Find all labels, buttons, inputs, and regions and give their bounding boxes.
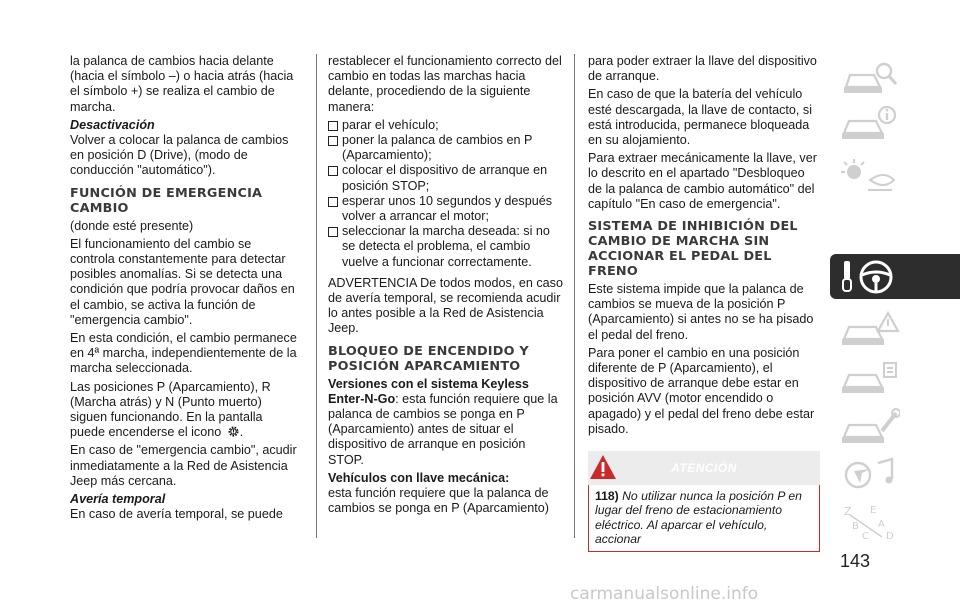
paragraph-end: . [239,425,244,440]
sidebar-tab-car-wrench[interactable] [830,404,960,449]
paragraph: En esta condición, el cambio permanece en 4ª marcha, independientemente de la marcha seleccionada. [70,331,297,376]
list-item-text: esperar unos 10 segundos y después volver a arrancar el motor; [342,193,553,224]
attention-number: 118) [595,489,619,504]
svg-text:D: D [886,531,894,542]
list-item [328,118,564,133]
sidebar-tab-key-steering-wheel[interactable] [830,254,960,299]
list-item-text: parar el vehículo; [342,117,439,132]
sidebar-tab-car-warning[interactable] [830,306,960,351]
list-item [328,224,564,270]
paragraph-text: : esta función requiere que la palanca de cambios se ponga en P (Aparcamiento) antes de situar el dispositivo de arranque en posición STOP. [328,391,558,467]
key-steering-wheel-icon [840,257,900,297]
checkbox-bullet-icon [328,227,338,237]
svg-text:Z: Z [844,505,852,518]
subheading-desactivacion: Desactivación [70,117,155,132]
list-item [328,133,564,163]
sidebar-tab-dashboard-lights[interactable] [830,155,960,200]
column-2 [328,54,564,519]
sidebar-tab-multimedia[interactable] [830,450,960,495]
paragraph: El funcionamiento del cambio se controla constantemente para detectar posibles anomalías. Si se detecta una condición que podría provocar daños en el cambio, se activa la función de "emergencia cambio". [70,236,295,327]
svg-text:B: B [852,521,859,532]
paragraph: (donde esté presente) [70,218,194,233]
section-heading-emergencia-cambio: FUNCIÓN DE EMERGENCIA CAMBIO [70,185,263,216]
attention-header [588,451,820,485]
page-number: 143 [840,551,871,571]
paragraph: Volver a colocar la palanca de cambios en posición D (Drive), (modo de conducción "automático"). [70,133,289,178]
subheading-averia-temporal: Avería temporal [70,492,166,507]
column-divider [316,54,317,538]
attention-body [588,485,820,552]
paragraph: restablecer el funcionamiento correcto del cambio en todas las marchas hacia delante, procediendo de la siguiente manera: [328,54,562,114]
checkbox-bullet-icon [328,121,338,131]
car-info-icon [840,103,900,143]
paragraph: Para extraer mecánicamente la llave, ver lo descrito en el apartado "Desbloqueo de la palanca de cambio automático" del capítulo "En caso de emergencia". [588,151,817,211]
column-3 [588,54,820,552]
dashboard-lights-icon [840,158,900,198]
index-icon [840,503,900,543]
attention-text: No utilizar nunca la posición P en lugar del freno de estacionamiento eléctrico. Al aparcar el vehículo, accionar [595,489,802,547]
car-service-icon [840,357,900,397]
list-item-text: seleccionar la marcha deseada: si no se detecta el problema, el cambio vuelve a funcionar correctamente. [342,224,550,269]
svg-text:C: C [862,531,869,542]
attention-title: ATENCIÓN [671,461,737,476]
car-wrench-icon [840,407,900,447]
warning-paragraph: ADVERTENCIA De todos modos, en caso de avería temporal, se recomienda acudir lo antes posible a la Red de Asistencia Jeep. [328,275,563,336]
list-item [328,163,564,193]
paragraph: esta función requiere que la palanca de cambios se ponga en P (Aparcamiento) [328,486,549,516]
paragraph [70,380,298,441]
sidebar-tab-car-search[interactable] [830,54,960,99]
paragraph: para poder extraer la llave del dispositivo de arranque. [588,54,817,84]
multimedia-icon [840,453,900,493]
gear-warning-icon [227,425,240,438]
checkbox-bullet-icon [328,136,338,146]
attention-box [588,451,820,552]
footer-watermark: carmanualsonline.info [570,584,759,604]
checkbox-bullet-icon [328,197,338,207]
column-1 [70,54,298,525]
car-warning-icon [840,309,900,349]
lead-llave-mecanica: Vehículos con llave mecánica: [328,470,510,485]
checkbox-bullet-icon [328,166,338,176]
lead-keyless: Versiones con el sistema Keyless Enter-N-Go [328,376,529,406]
column-divider [574,54,575,538]
list-item-text: poner la palanca de cambios en P (Aparcamiento); [342,133,533,163]
list-item [328,194,564,224]
paragraph: Este sistema impide que la palanca de cambios se mueva de la posición P (Aparcamiento) si antes no se ha pisado el pedal del freno. [588,282,814,342]
paragraph [328,377,564,468]
svg-text:A: A [878,519,885,530]
list-item-text: colocar el dispositivo de arranque en posición STOP; [342,163,548,193]
sidebar-tab-index[interactable] [830,500,960,545]
sidebar-tab-car-service[interactable] [830,354,960,399]
paragraph: En caso de que la batería del vehículo esté descargada, la llave de contacto, si está introducida, permanece bloqueada en su alojamiento. [588,87,813,148]
paragraph-text: Las posiciones P (Aparcamiento), R (Marcha atrás) y N (Punto muerto) siguen funcionando. En la pantalla puede encenderse el icono [70,379,271,440]
paragraph: En caso de avería temporal, se puede [70,507,283,522]
section-heading-bloqueo-encendido: BLOQUEO DE ENCENDIDO Y POSICIÓN APARCAMIENTO [328,343,529,374]
paragraph: En caso de "emergencia cambio", acudir inmediatamente a la Red de Asistencia Jeep más cercana. [70,443,297,488]
sidebar-tab-car-info[interactable] [830,100,960,145]
paragraph: la palanca de cambios hacia delante (hacia el símbolo –) o hacia atrás (hacia el símbolo +) se realiza el cambio de marcha. [70,54,294,114]
car-search-icon [840,57,900,97]
section-heading-inhibicion-cambio: SISTEMA DE INHIBICIÓN DEL CAMBIO DE MARCHA SIN ACCIONAR EL PEDAL DEL FRENO [588,219,798,280]
paragraph: Para poner el cambio en una posición diferente de P (Aparcamiento), el dispositivo de arranque debe estar en posición AVV (motor encendido o apagado) y el pedal del freno debe estar pisado. [588,345,815,436]
svg-text:E: E [870,505,877,516]
